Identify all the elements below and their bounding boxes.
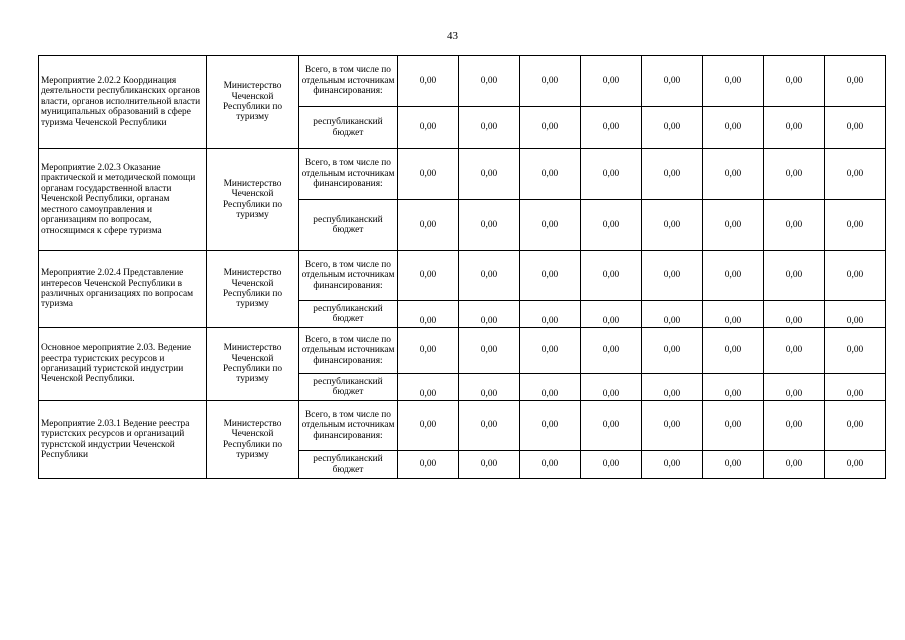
amount-cell: 0,00 bbox=[703, 251, 764, 301]
amount-cell: 0,00 bbox=[642, 200, 703, 251]
amount-cell: 0,00 bbox=[703, 301, 764, 328]
amount-cell: 0,00 bbox=[764, 149, 825, 200]
executor-name: Министерство Чеченской Республики по туризму bbox=[207, 251, 299, 328]
amount-cell: 0,00 bbox=[581, 107, 642, 149]
amount-cell: 0,00 bbox=[459, 251, 520, 301]
amount-cell: 0,00 bbox=[764, 200, 825, 251]
amount-cell: 0,00 bbox=[764, 401, 825, 451]
amount-cell: 0,00 bbox=[581, 149, 642, 200]
amount-cell: 0,00 bbox=[825, 200, 886, 251]
amount-cell: 0,00 bbox=[642, 149, 703, 200]
funding-source: Всего, в том числе по отдельным источникам финансирования: bbox=[299, 401, 398, 451]
funding-source: Всего, в том числе по отдельным источникам финансирования: bbox=[299, 56, 398, 107]
amount-cell: 0,00 bbox=[825, 328, 886, 374]
amount-cell: 0,00 bbox=[520, 149, 581, 200]
budget-table bbox=[38, 55, 886, 479]
amount-cell: 0,00 bbox=[642, 401, 703, 451]
amount-cell: 0,00 bbox=[520, 374, 581, 401]
amount-cell: 0,00 bbox=[703, 149, 764, 200]
amount-cell: 0,00 bbox=[459, 107, 520, 149]
funding-source: Всего, в том числе по отдельным источникам финансирования: bbox=[299, 251, 398, 301]
amount-cell: 0,00 bbox=[581, 328, 642, 374]
amount-cell: 0,00 bbox=[398, 251, 459, 301]
amount-cell: 0,00 bbox=[581, 251, 642, 301]
amount-cell: 0,00 bbox=[459, 374, 520, 401]
amount-cell: 0,00 bbox=[764, 451, 825, 479]
amount-cell: 0,00 bbox=[825, 401, 886, 451]
funding-source: республиканский бюджет bbox=[299, 301, 398, 328]
amount-cell: 0,00 bbox=[520, 200, 581, 251]
amount-cell: 0,00 bbox=[520, 451, 581, 479]
measure-name: Мероприятие 2.03.1 Ведение реестра туристских ресурсов и организаций турнстской индустрии Чеченской Республики bbox=[39, 401, 207, 479]
amount-cell: 0,00 bbox=[825, 451, 886, 479]
amount-cell: 0,00 bbox=[764, 251, 825, 301]
amount-cell: 0,00 bbox=[825, 149, 886, 200]
amount-cell: 0,00 bbox=[703, 374, 764, 401]
funding-source: Всего, в том числе по отдельным источникам финансирования: bbox=[299, 149, 398, 200]
amount-cell: 0,00 bbox=[398, 401, 459, 451]
amount-cell: 0,00 bbox=[703, 451, 764, 479]
amount-cell: 0,00 bbox=[581, 401, 642, 451]
funding-source: республиканский бюджет bbox=[299, 107, 398, 149]
amount-cell: 0,00 bbox=[642, 328, 703, 374]
amount-cell: 0,00 bbox=[642, 56, 703, 107]
table-row-total bbox=[39, 56, 886, 107]
amount-cell: 0,00 bbox=[398, 374, 459, 401]
amount-cell: 0,00 bbox=[520, 56, 581, 107]
amount-cell: 0,00 bbox=[703, 328, 764, 374]
amount-cell: 0,00 bbox=[398, 149, 459, 200]
amount-cell: 0,00 bbox=[825, 56, 886, 107]
amount-cell: 0,00 bbox=[703, 56, 764, 107]
funding-source: республиканский бюджет bbox=[299, 451, 398, 479]
page-number: 43 bbox=[447, 30, 458, 42]
funding-source: республиканский бюджет bbox=[299, 200, 398, 251]
table-row-total bbox=[39, 251, 886, 301]
amount-cell: 0,00 bbox=[764, 301, 825, 328]
amount-cell: 0,00 bbox=[825, 107, 886, 149]
amount-cell: 0,00 bbox=[825, 374, 886, 401]
amount-cell: 0,00 bbox=[703, 200, 764, 251]
amount-cell: 0,00 bbox=[398, 301, 459, 328]
amount-cell: 0,00 bbox=[581, 200, 642, 251]
amount-cell: 0,00 bbox=[398, 200, 459, 251]
amount-cell: 0,00 bbox=[581, 301, 642, 328]
amount-cell: 0,00 bbox=[642, 301, 703, 328]
measure-name: Мероприятие 2.02.4 Представление интересов Чеченской Республики в различных организациях по вопросам туризма bbox=[39, 251, 207, 328]
amount-cell: 0,00 bbox=[642, 251, 703, 301]
amount-cell: 0,00 bbox=[459, 328, 520, 374]
executor-name: Министерство Чеченской Республики по туризму bbox=[207, 149, 299, 251]
amount-cell: 0,00 bbox=[398, 107, 459, 149]
amount-cell: 0,00 bbox=[764, 374, 825, 401]
amount-cell: 0,00 bbox=[520, 301, 581, 328]
executor-name: Министерство Чеченской Республики по туризму bbox=[207, 401, 299, 479]
measure-name: Мероприятие 2.02.2 Координация деятельности республиканских органов власти, органов исполнительной власти муниципальных образований в сфере туризма Чеченской Республики bbox=[39, 56, 207, 149]
table-row-total bbox=[39, 328, 886, 374]
amount-cell: 0,00 bbox=[459, 301, 520, 328]
amount-cell: 0,00 bbox=[825, 301, 886, 328]
amount-cell: 0,00 bbox=[764, 56, 825, 107]
amount-cell: 0,00 bbox=[459, 401, 520, 451]
amount-cell: 0,00 bbox=[581, 374, 642, 401]
amount-cell: 0,00 bbox=[520, 401, 581, 451]
amount-cell: 0,00 bbox=[459, 451, 520, 479]
amount-cell: 0,00 bbox=[581, 451, 642, 479]
amount-cell: 0,00 bbox=[520, 328, 581, 374]
amount-cell: 0,00 bbox=[520, 107, 581, 149]
amount-cell: 0,00 bbox=[459, 149, 520, 200]
amount-cell: 0,00 bbox=[764, 107, 825, 149]
funding-source: республиканский бюджет bbox=[299, 374, 398, 401]
amount-cell: 0,00 bbox=[642, 451, 703, 479]
amount-cell: 0,00 bbox=[703, 401, 764, 451]
amount-cell: 0,00 bbox=[764, 328, 825, 374]
amount-cell: 0,00 bbox=[459, 200, 520, 251]
executor-name: Министерство Чеченской Республики по туризму bbox=[207, 328, 299, 401]
amount-cell: 0,00 bbox=[459, 56, 520, 107]
amount-cell: 0,00 bbox=[642, 107, 703, 149]
measure-name: Основное мероприятие 2.03. Ведение реестра туристских ресурсов и организаций туристской индустрии Чеченской Республики. bbox=[39, 328, 207, 401]
amount-cell: 0,00 bbox=[581, 56, 642, 107]
amount-cell: 0,00 bbox=[520, 251, 581, 301]
table-row-total bbox=[39, 401, 886, 451]
measure-name: Мероприятие 2.02.3 Оказание практической и методической помощи органам государственной власти Чеченской Республики, органам местного самоуправления и организациям по вопросам, относящимся к сфере туризма bbox=[39, 149, 207, 251]
amount-cell: 0,00 bbox=[825, 251, 886, 301]
amount-cell: 0,00 bbox=[642, 374, 703, 401]
table-row-total bbox=[39, 149, 886, 200]
amount-cell: 0,00 bbox=[703, 107, 764, 149]
amount-cell: 0,00 bbox=[398, 328, 459, 374]
amount-cell: 0,00 bbox=[398, 451, 459, 479]
amount-cell: 0,00 bbox=[398, 56, 459, 107]
executor-name: Министерство Чеченской Республики по туризму bbox=[207, 56, 299, 149]
funding-source: Всего, в том числе по отдельным источникам финансирования: bbox=[299, 328, 398, 374]
